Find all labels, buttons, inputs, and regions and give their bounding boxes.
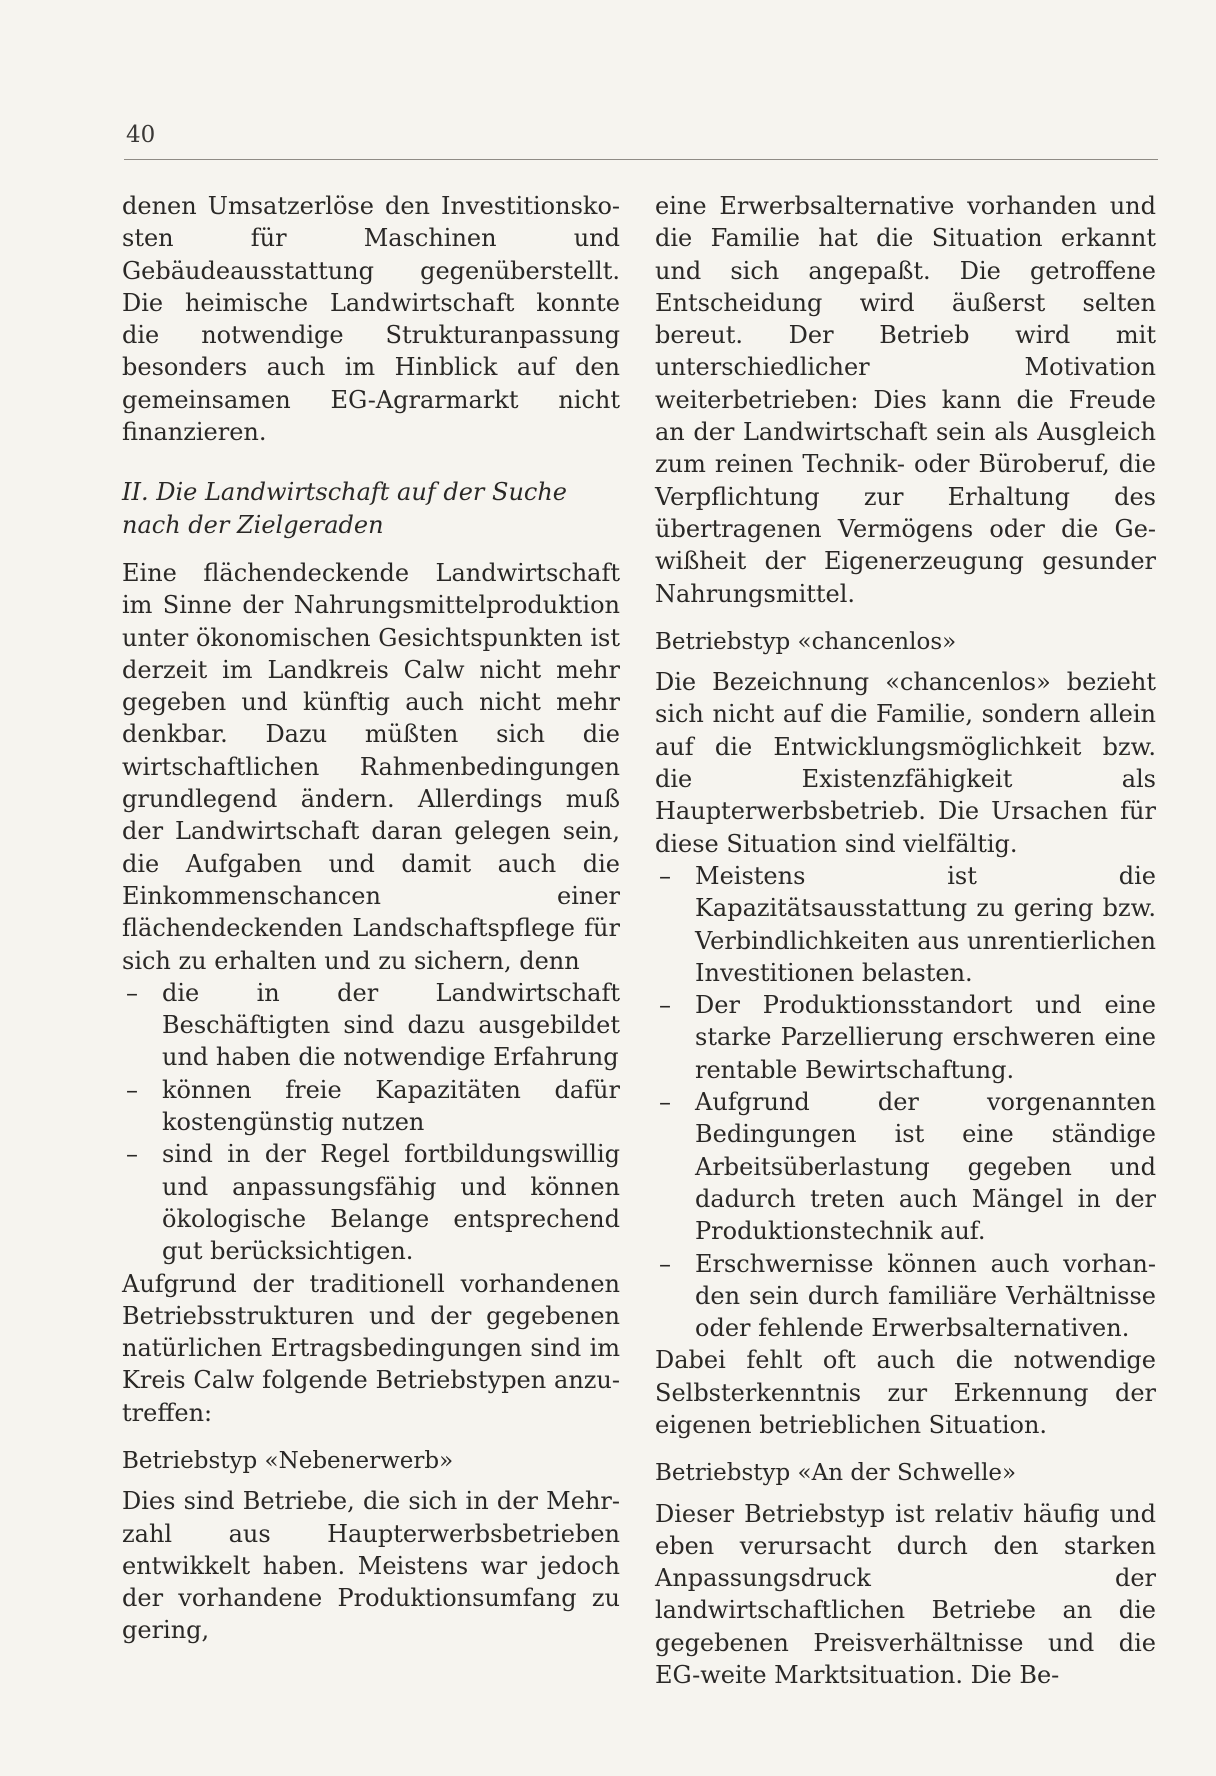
after-bullets-paragraph: Aufgrund der traditionell vorhandenen Betriebsstrukturen und der gegebenen natürlichen Ertragsbedingungen sind im Kreis Calw folgende Betriebstypen anzutreffen: xyxy=(122,1269,620,1427)
list-item xyxy=(122,977,620,1074)
bullet-dash: – xyxy=(659,861,671,890)
left-column xyxy=(122,190,620,1647)
header-rule xyxy=(124,159,1158,160)
section-paragraph: Eine flächendeckende Landwirtschaft im Sinne der Nahrungsmittelproduktion unter ökonomischen Gesichtspunkten ist derzeit im Landkreis Calw nicht mehr gegeben und künftig auch nicht mehr denkbar. Dazu müßten sich die wirtschaftlichen Rahmenbedingungen grundlegend ändern. Allerdings muß der Landwirtschaft daran gelegen sein, die Aufgaben und damit auch die Einkommenschancen einer flächendeckenden Landschaftspflege für sich zu erhalten und zu sichern, denn xyxy=(122,558,620,975)
bullet-dash: – xyxy=(126,1075,138,1104)
after-bullets-paragraph: Dabei fehlt oft auch die notwendige Selbsterkenntnis zur Erkennung der eigenen betrieblichen Situation. xyxy=(655,1346,1156,1439)
section-heading: II. Die Landwirtschaft auf der Suche nach der Zielgeraden xyxy=(122,478,567,539)
list-item-text: sind in der Regel fortbildungswillig und anpassungsfähig und können ökologische Belange entsprechend gut berücksichtigen. xyxy=(162,1140,620,1266)
list-item xyxy=(655,1086,1156,1247)
list-item-text: Meistens ist die Kapazitätsausstattung zu gering bzw. Verbindlichkeiten aus unrentierlichen Investitionen belasten. xyxy=(695,861,1156,987)
intro-paragraph: denen Umsatzerlöse den Investitionskosten für Maschinen und Gebäudeausstattung gegenüberstellt. Die heimische Landwirtschaft konnte die notwendige Strukturanpassung besonders auch im Hinblick auf den gemeinsamen EG-Agrarmarkt nicht finanzieren. xyxy=(122,192,620,447)
list-item xyxy=(122,1074,620,1139)
subheading-nebenerwerb: Betriebstyp «Nebenerwerb» xyxy=(122,1447,454,1474)
list-item xyxy=(122,1138,620,1267)
bullet-dash: – xyxy=(659,991,671,1020)
continuation-paragraph: eine Erwerbsalternative vorhanden und die Familie hat die Situation erkannt und sich angepaßt. Die getroffene Entscheidung wird äußerst selten bereut. Der Betrieb wird mit unterschiedlicher Motivation weiterbetrieben: Dies kann die Freude an der Landwirtschaft sein als Ausgleich zum reinen Technik- oder Büroberuf, die Verpflichtung zur Erhaltung des übertragenen Vermögens oder die Gewißheit der Eigenerzeugung gesunder Nahrungsmittel. xyxy=(655,192,1156,608)
right-bullet-list xyxy=(655,860,1156,1344)
subheading-chancenlos: Betriebstyp «chancenlos» xyxy=(655,628,957,655)
chancenlos-paragraph: Die Bezeichnung «chancenlos» bezieht sich nicht auf die Familie, sondern allein auf die Entwicklungsmöglichkeit bzw. die Existenzfähigkeit als Haupterwerbsbetrieb. Die Ursachen für diese Situation sind vielfältig. xyxy=(655,668,1156,858)
left-bullet-list xyxy=(122,977,620,1268)
list-item xyxy=(655,1248,1156,1345)
bullet-dash: – xyxy=(659,1088,671,1117)
bullet-dash: – xyxy=(126,1140,138,1169)
subheading-an-der-schwelle: Betriebstyp «An der Schwelle» xyxy=(655,1460,1017,1487)
list-item-text: können freie Kapazitäten dafür kostengünstig nutzen xyxy=(162,1075,620,1137)
page-number: 40 xyxy=(126,122,156,148)
list-item-text: Aufgrund der vorgenannten Bedingungen ist eine ständige Arbeitsüberlastung gegeben und dadurch treten auch Mängel in der Produktionstechnik auf. xyxy=(695,1088,1156,1246)
nebenerwerb-paragraph: Dies sind Betriebe, die sich in der Mehrzahl aus Haupterwerbsbetrieben entwikkelt haben. Meistens war jedoch der vorhandene Produktionsumfang zu gering, xyxy=(122,1487,620,1645)
bullet-dash: – xyxy=(126,978,138,1007)
bullet-dash: – xyxy=(659,1249,671,1278)
an-der-schwelle-paragraph: Dieser Betriebstyp ist relativ häufig und eben verursacht durch den starken Anpassungsdruck der landwirtschaftlichen Betriebe an die gegebenen Preisverhältnisse und die EG-weite Marktsituation. Die Be- xyxy=(655,1499,1156,1690)
list-item xyxy=(655,989,1156,1086)
list-item xyxy=(655,860,1156,989)
list-item-text: die in der Landwirtschaft Beschäftigten sind dazu ausgebildet und haben die notwendige Erfahrung xyxy=(162,978,620,1072)
right-column xyxy=(655,190,1156,1691)
list-item-text: Erschwernisse können auch vorhanden sein durch familiäre Verhältnisse oder fehlende Erwerbsalternativen. xyxy=(695,1249,1156,1343)
list-item-text: Der Produktionsstandort und eine starke Parzellierung erschweren eine rentable Bewirtschaftung. xyxy=(695,991,1156,1084)
